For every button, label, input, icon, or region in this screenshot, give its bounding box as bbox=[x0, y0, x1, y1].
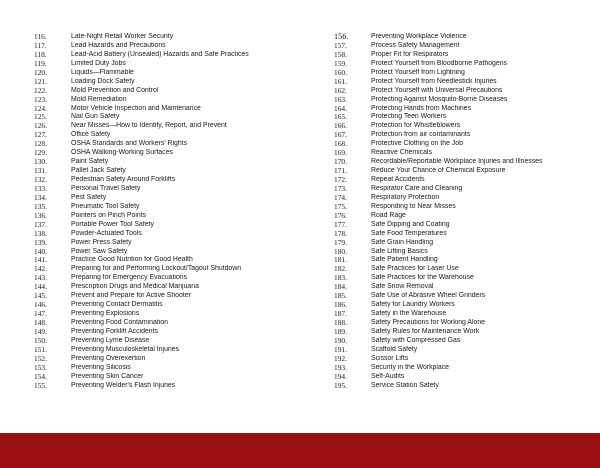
item-number: 149. bbox=[34, 326, 47, 336]
list-item bbox=[334, 96, 600, 105]
item-number: 179. bbox=[334, 237, 347, 247]
item-number: 164. bbox=[334, 103, 347, 113]
list-item bbox=[34, 167, 304, 176]
item-number: 160. bbox=[334, 67, 347, 77]
item-number: 143. bbox=[34, 273, 47, 283]
item-number: 188. bbox=[334, 318, 347, 327]
item-number: 154. bbox=[34, 371, 47, 381]
item-label: OSHA Standards and Workers' Rights bbox=[71, 140, 188, 148]
item-number: 147. bbox=[34, 309, 47, 319]
item-number: 152. bbox=[34, 353, 47, 363]
list-item bbox=[334, 42, 600, 51]
list-item bbox=[34, 105, 304, 114]
item-number: 171. bbox=[334, 166, 347, 176]
list-item bbox=[34, 292, 304, 301]
item-number: 131. bbox=[34, 166, 47, 176]
list-item bbox=[334, 248, 600, 257]
list-item bbox=[34, 60, 304, 69]
item-number: 185. bbox=[334, 291, 347, 301]
item-number: 192. bbox=[334, 353, 347, 363]
item-number: 167. bbox=[334, 130, 347, 140]
list-item bbox=[334, 167, 600, 176]
list-item bbox=[334, 122, 600, 131]
item-label: Portable Power Tool Safety bbox=[71, 220, 154, 228]
list-item bbox=[334, 355, 600, 364]
list-item bbox=[334, 274, 600, 283]
item-number: 119. bbox=[34, 58, 47, 68]
item-label: Safety with Compressed Gas bbox=[371, 336, 461, 344]
item-number: 165. bbox=[334, 112, 347, 122]
list-item bbox=[34, 185, 304, 194]
item-number: 166. bbox=[334, 121, 347, 131]
item-number: 175. bbox=[334, 201, 347, 211]
item-number: 128. bbox=[34, 139, 47, 149]
list-item bbox=[334, 176, 600, 185]
item-label: Protect Yourself from Bloodborne Pathogens bbox=[371, 59, 507, 67]
item-number: 125. bbox=[34, 112, 47, 122]
list-item bbox=[34, 203, 304, 212]
item-label: Self-Audits bbox=[371, 372, 405, 380]
item-number: 187. bbox=[334, 309, 347, 319]
list-item bbox=[34, 346, 304, 355]
list-item bbox=[334, 194, 600, 203]
list-item bbox=[334, 105, 600, 114]
list-item bbox=[34, 140, 304, 149]
item-label: Motor Vehicle Inspection and Maintenance bbox=[71, 104, 201, 112]
item-label: Safe Practices for Laser Use bbox=[371, 265, 459, 273]
item-label: Preventing Skin Cancer bbox=[71, 372, 144, 380]
list-item bbox=[334, 239, 600, 248]
item-label: Personal Travel Safety bbox=[71, 184, 141, 192]
list-item bbox=[34, 230, 304, 239]
item-number: 157. bbox=[334, 40, 347, 50]
list-item bbox=[34, 87, 304, 96]
item-label: Scaffold Safety bbox=[371, 345, 418, 353]
item-label: Reactive Chemicals bbox=[371, 149, 432, 157]
list-item bbox=[334, 230, 600, 239]
list-item bbox=[34, 51, 304, 60]
item-label: Proper Fit for Respirators bbox=[371, 50, 449, 58]
list-item bbox=[334, 69, 600, 78]
topic-list-left bbox=[34, 33, 304, 391]
list-item bbox=[34, 96, 304, 105]
item-label: OSHA Walking-Working Surfaces bbox=[71, 149, 173, 157]
item-label: Protecting Hands from Machines bbox=[371, 104, 471, 112]
list-item bbox=[334, 373, 600, 382]
item-label: Mold Remediation bbox=[71, 95, 127, 103]
item-number: 133. bbox=[34, 183, 47, 193]
item-number: 123. bbox=[34, 94, 47, 104]
item-label: Safe Use of Abrasive Wheel Grinders bbox=[371, 292, 486, 300]
item-label: Process Safety Management bbox=[371, 41, 460, 49]
item-label: Pneumatic Tool Safety bbox=[71, 202, 140, 210]
item-number: 174. bbox=[334, 192, 347, 202]
item-label: Safe Lifting Basics bbox=[371, 247, 428, 255]
item-label: Protection for Whistleblowers bbox=[371, 122, 461, 130]
item-label: Preventing Explosions bbox=[71, 310, 140, 318]
list-item bbox=[34, 239, 304, 248]
item-number: 158. bbox=[334, 49, 347, 59]
item-label: Safe Food Temperatures bbox=[371, 229, 447, 237]
item-label: Safety Precautions for Working Alone bbox=[371, 319, 486, 326]
list-item bbox=[34, 319, 304, 328]
item-label: Safety in the Warehouse bbox=[371, 310, 447, 318]
list-item bbox=[334, 78, 600, 87]
list-item bbox=[334, 382, 600, 391]
item-label: Preventing Forklift Accidents bbox=[71, 327, 158, 335]
list-item bbox=[334, 337, 600, 346]
item-number: 153. bbox=[34, 362, 47, 372]
item-label: Safe Dipping and Coating bbox=[371, 220, 450, 228]
item-label: Lead-Acid Battery (Unsealed) Hazards and Safe Practices bbox=[71, 50, 249, 58]
item-number: 136. bbox=[34, 210, 47, 220]
footer-band bbox=[0, 433, 600, 468]
list-item bbox=[34, 248, 304, 257]
item-number: 116. bbox=[34, 32, 47, 41]
item-number: 127. bbox=[34, 130, 47, 140]
item-label: Responding to Near Misses bbox=[371, 202, 456, 210]
item-label: Pallet Jack Safety bbox=[71, 167, 126, 175]
list-item bbox=[34, 364, 304, 373]
list-item bbox=[34, 131, 304, 140]
list-item bbox=[334, 256, 600, 265]
item-number: 162. bbox=[334, 85, 347, 95]
list-item bbox=[34, 158, 304, 167]
list-item bbox=[34, 42, 304, 51]
item-label: Safety Rules for Maintenance Work bbox=[371, 327, 480, 335]
list-item bbox=[34, 274, 304, 283]
list-item bbox=[34, 78, 304, 87]
list-item bbox=[334, 203, 600, 212]
item-number: 135. bbox=[34, 201, 47, 211]
list-item bbox=[334, 346, 600, 355]
list-item bbox=[34, 328, 304, 337]
item-number: 173. bbox=[334, 183, 347, 193]
list-item bbox=[334, 319, 600, 328]
list-item bbox=[34, 310, 304, 319]
item-number: 139. bbox=[34, 237, 47, 247]
list-item bbox=[34, 212, 304, 221]
list-item bbox=[34, 113, 304, 122]
item-label: Road Rage bbox=[371, 211, 406, 219]
item-number: 191. bbox=[334, 344, 347, 354]
item-label: Limited Duty Jobs bbox=[71, 59, 126, 67]
item-number: 129. bbox=[34, 148, 47, 158]
list-item bbox=[334, 131, 600, 140]
item-number: 140. bbox=[34, 246, 47, 256]
item-label: Preparing for and Performing Lockout/Tagout Shutdown bbox=[71, 265, 242, 273]
item-label: Office Safety bbox=[71, 131, 111, 139]
item-label: Repeat Accidents bbox=[371, 176, 425, 183]
item-label: Preventing Overexertion bbox=[71, 354, 146, 362]
item-number: 183. bbox=[334, 273, 347, 283]
item-label: Prevent and Prepare for Active Shooter bbox=[71, 292, 191, 300]
item-number: 161. bbox=[334, 76, 347, 86]
item-label: Recordable/Reportable Workplace Injuries and Illnesses bbox=[371, 158, 543, 166]
item-number: 156. bbox=[334, 32, 349, 41]
item-label: Preventing Workplace Violence bbox=[371, 33, 467, 40]
list-item bbox=[334, 212, 600, 221]
list-item bbox=[334, 60, 600, 69]
item-label: Respiratory Protection bbox=[371, 193, 440, 201]
list-item bbox=[334, 113, 600, 122]
item-number: 121. bbox=[34, 76, 47, 86]
list-item bbox=[334, 51, 600, 60]
item-number: 193. bbox=[334, 362, 347, 372]
item-number: 138. bbox=[34, 228, 47, 238]
list-item bbox=[334, 87, 600, 96]
item-number: 194. bbox=[334, 371, 347, 381]
item-number: 132. bbox=[34, 175, 47, 184]
item-number: 182. bbox=[334, 264, 347, 274]
list-item bbox=[34, 265, 304, 274]
item-number: 172. bbox=[334, 175, 347, 184]
list-item bbox=[334, 185, 600, 194]
list-item bbox=[34, 283, 304, 292]
topic-list-right bbox=[334, 33, 600, 391]
item-label: Liquids—Flammable bbox=[71, 68, 134, 76]
list-item bbox=[34, 69, 304, 78]
item-label: Late-Night Retail Worker Security bbox=[71, 33, 174, 40]
item-number: 178. bbox=[334, 228, 347, 238]
item-label: Power Press Safety bbox=[71, 238, 132, 246]
item-number: 144. bbox=[34, 282, 47, 292]
item-number: 184. bbox=[334, 282, 347, 292]
item-number: 134. bbox=[34, 192, 47, 202]
item-number: 145. bbox=[34, 291, 47, 301]
item-label: Protection from air contaminants bbox=[371, 131, 471, 139]
item-number: 130. bbox=[34, 157, 47, 167]
item-label: Pest Safety bbox=[71, 193, 107, 201]
item-label: Loading Dock Safety bbox=[71, 77, 135, 85]
list-item bbox=[34, 355, 304, 364]
item-label: Respirator Care and Cleaning bbox=[371, 184, 463, 192]
item-label: Pointers on Pinch Points bbox=[71, 211, 147, 219]
item-number: 170. bbox=[334, 157, 347, 167]
list-item bbox=[334, 265, 600, 274]
item-label: Mold Prevention and Control bbox=[71, 86, 159, 94]
item-label: Pedestrian Safety Around Forklifts bbox=[71, 176, 176, 183]
item-number: 142. bbox=[34, 264, 47, 274]
item-number: 180. bbox=[334, 246, 347, 256]
list-item bbox=[34, 122, 304, 131]
item-number: 190. bbox=[334, 335, 347, 345]
item-label: Protect Yourself from Needlestick Injuries bbox=[371, 77, 497, 85]
item-number: 137. bbox=[34, 219, 47, 229]
list-item bbox=[34, 149, 304, 158]
list-item bbox=[334, 301, 600, 310]
list-item bbox=[34, 373, 304, 382]
item-number: 117. bbox=[34, 40, 47, 50]
list-item bbox=[334, 328, 600, 337]
item-label: Preventing Contact Dermatitis bbox=[71, 301, 163, 309]
list-item bbox=[334, 292, 600, 301]
list-item bbox=[34, 337, 304, 346]
list-item bbox=[334, 283, 600, 292]
item-label: Protecting Against Mosquito-Borne Diseases bbox=[371, 95, 508, 103]
item-number: 159. bbox=[334, 58, 347, 68]
list-item bbox=[34, 256, 304, 265]
item-label: Safe Practices for the Warehouse bbox=[371, 274, 474, 282]
item-number: 176. bbox=[334, 210, 347, 220]
item-label: Protect Yourself from Lightning bbox=[371, 68, 465, 76]
list-item bbox=[34, 221, 304, 230]
item-label: Preventing Food Contamination bbox=[71, 319, 168, 326]
item-label: Safe Grain Handling bbox=[371, 238, 434, 246]
item-label: Preventing Welder's Flash Injuries bbox=[71, 381, 176, 389]
item-label: Preventing Silicosis bbox=[71, 363, 131, 371]
item-number: 169. bbox=[334, 148, 347, 158]
item-number: 189. bbox=[334, 326, 347, 336]
list-item bbox=[334, 158, 600, 167]
list-item bbox=[334, 364, 600, 373]
list-item bbox=[34, 301, 304, 310]
item-label: Protecting Teen Workers bbox=[371, 113, 447, 121]
item-number: 150. bbox=[34, 335, 47, 345]
item-label: Protect Yourself with Universal Precautions bbox=[371, 86, 503, 94]
item-label: Service Station Safety bbox=[371, 381, 439, 389]
item-label: Near Misses—How to Identify, Report, and Prevent bbox=[71, 122, 227, 130]
list-item bbox=[334, 310, 600, 319]
item-label: Lead Hazards and Precautions bbox=[71, 41, 166, 49]
item-label: Safety for Laundry Workers bbox=[371, 301, 455, 309]
list-item bbox=[34, 33, 304, 42]
item-number: 126. bbox=[34, 121, 47, 131]
item-number: 181. bbox=[334, 255, 347, 265]
item-label: Preparing for Emergency Evacuations bbox=[71, 274, 188, 282]
item-number: 186. bbox=[334, 300, 347, 310]
item-number: 177. bbox=[334, 219, 347, 229]
item-number: 122. bbox=[34, 85, 47, 95]
item-number: 118. bbox=[34, 49, 47, 59]
item-label: Preventing Musculoskeletal Injuries bbox=[71, 345, 180, 353]
item-number: 195. bbox=[334, 380, 347, 390]
item-label: Security in the Workplace bbox=[371, 363, 450, 371]
item-label: Nail Gun Safety bbox=[71, 113, 120, 121]
item-label: Powder-Actuated Tools bbox=[71, 229, 142, 237]
item-label: Safe Snow Removal bbox=[371, 283, 434, 291]
item-label: Practice Good Nutrition for Good Health bbox=[71, 256, 193, 264]
item-label: Protective Clothing on the Job bbox=[371, 140, 463, 148]
item-number: 141. bbox=[34, 255, 47, 265]
item-label: Reduce Your Chance of Chemical Exposure bbox=[371, 167, 506, 175]
list-item bbox=[34, 176, 304, 185]
item-number: 163. bbox=[334, 94, 347, 104]
item-number: 168. bbox=[334, 139, 347, 149]
list-item bbox=[334, 149, 600, 158]
item-number: 155. bbox=[34, 380, 47, 390]
item-number: 146. bbox=[34, 300, 47, 310]
item-label: Paint Safety bbox=[71, 158, 109, 166]
item-number: 124. bbox=[34, 103, 47, 113]
item-label: Safe Patient Handling bbox=[371, 256, 438, 264]
item-label: Prescription Drugs and Medical Marijuana bbox=[71, 283, 199, 291]
list-item bbox=[34, 382, 304, 391]
item-label: Scissor Lifts bbox=[371, 354, 409, 362]
item-number: 120. bbox=[34, 67, 47, 77]
list-item bbox=[334, 140, 600, 149]
item-number: 151. bbox=[34, 344, 47, 354]
list-item bbox=[334, 221, 600, 230]
item-number: 148. bbox=[34, 318, 47, 327]
item-label: Power Saw Safety bbox=[71, 247, 128, 255]
list-item bbox=[334, 33, 600, 42]
item-label: Preventing Lyme Disease bbox=[71, 336, 150, 344]
list-item bbox=[34, 194, 304, 203]
